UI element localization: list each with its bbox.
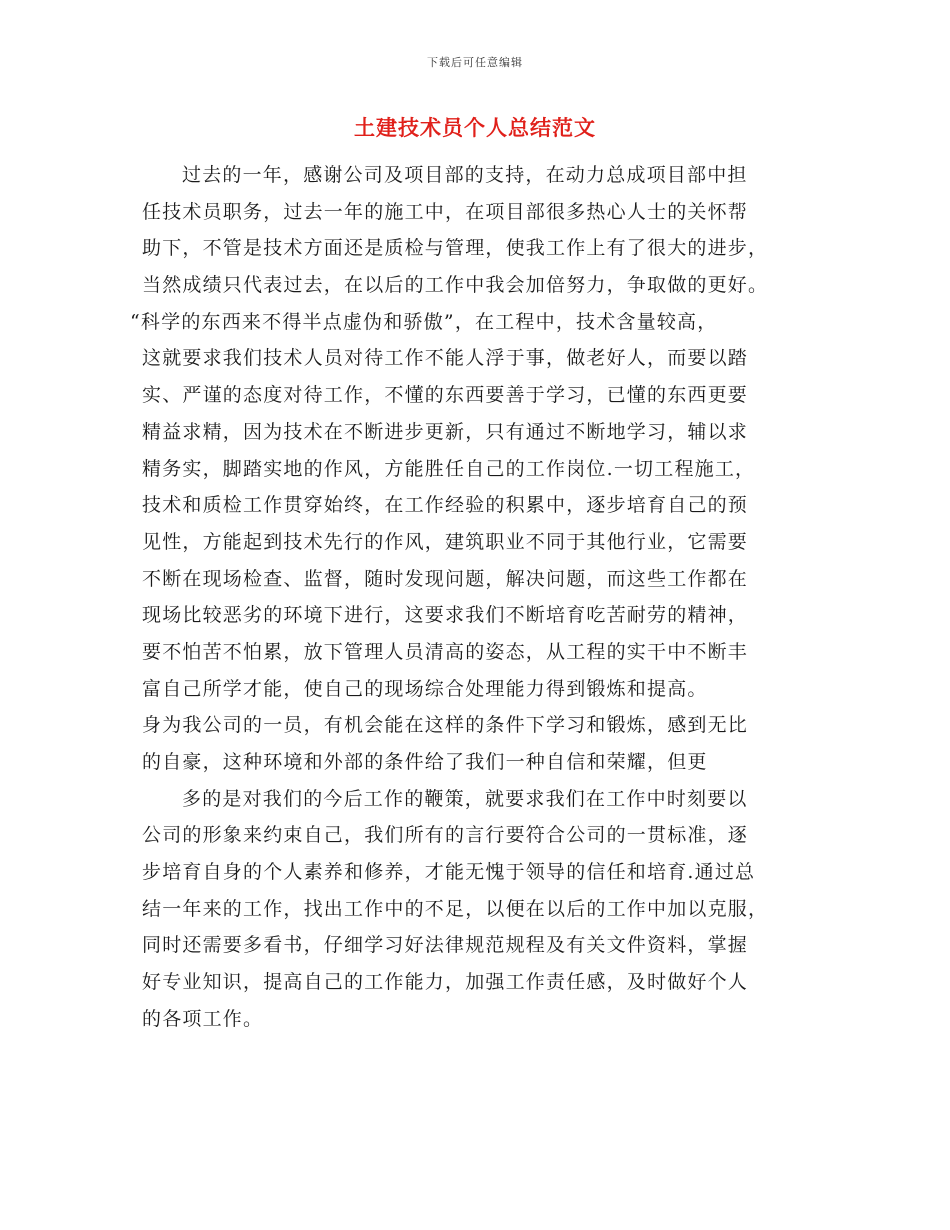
text-line: 当然成绩只代表过去，在以后的工作中我会加倍努力，争取做的更好。 xyxy=(142,274,769,297)
text-line: 步培育自身的个人素养和修养，才能无愧于领导的信任和培育.通过总 xyxy=(142,861,756,884)
text-line: 公司的形象来约束自己，我们所有的言行要符合公司的一贯标准，逐 xyxy=(142,824,749,847)
text-line: 见性，方能起到技术先行的作风，建筑职业不同于其他行业，它需要 xyxy=(142,530,749,553)
text-line: 好专业知识，提高自己的工作能力，加强工作责任感，及时做好个人 xyxy=(142,971,749,994)
text-line: 精益求精，因为技术在不断进步更新，只有通过不断地学习，辅以求 xyxy=(142,420,749,443)
header-note: 下载后可任意编辑 xyxy=(427,56,523,69)
document-title: 土建技术员个人总结范文 xyxy=(354,115,596,140)
text-line: 实、严谨的态度对待工作，不懂的东西要善于学习，已懂的东西更要 xyxy=(142,384,749,407)
text-line: 身为我公司的一员，有机会能在这样的条件下学习和锻炼，感到无比 xyxy=(142,714,749,737)
text-line: 这就要求我们技术人员对待工作不能人浮于事，做老好人，而要以踏 xyxy=(142,347,749,370)
text-line: 结一年来的工作，找出工作中的不足，以便在以后的工作中加以克服， xyxy=(142,897,769,920)
text-line: 过去的一年，感谢公司及项目部的支持，在动力总成项目部中担 xyxy=(182,164,748,186)
text-line: 的自豪，这种环境和外部的条件给了我们一种自信和荣耀，但更 xyxy=(142,751,708,773)
text-line: 助下，不管是技术方面还是质检与管理，使我工作上有了很大的进步， xyxy=(142,237,769,260)
text-line: 现场比较恶劣的环境下进行，这要求我们不断培育吃苦耐劳的精神， xyxy=(142,604,749,627)
text-line: 同时还需要多看书，仔细学习好法律规范规程及有关文件资料，掌握 xyxy=(142,934,749,957)
text-line: 技术和质检工作贯穿始终，在工作经验的积累中，逐步培育自己的预 xyxy=(142,494,749,517)
text-line: 富自己所学才能，使自己的现场综合处理能力得到锻炼和提高。 xyxy=(142,677,708,700)
text-line: 精务实，脚踏实地的作风，方能胜任自己的工作岗位.一切工程施工， xyxy=(142,457,756,480)
text-line: 要不怕苦不怕累，放下管理人员清高的姿态，从工程的实干中不断丰 xyxy=(142,640,749,663)
text-line: 的各项工作。 xyxy=(142,1007,264,1030)
document-body xyxy=(130,157,802,1038)
text-line: 不断在现场检查、监督，随时发现问题，解决问题，而这些工作都在 xyxy=(142,567,749,590)
text-line: “科学的东西来不得半点虚伪和骄傲”，在工程中，技术含量较高， xyxy=(130,310,718,333)
text-line: 任技术员职务，过去一年的施工中，在项目部很多热心人士的关怀帮 xyxy=(142,200,749,223)
text-line: 多的是对我们的今后工作的鞭策，就要求我们在工作中时刻要以 xyxy=(182,787,748,810)
